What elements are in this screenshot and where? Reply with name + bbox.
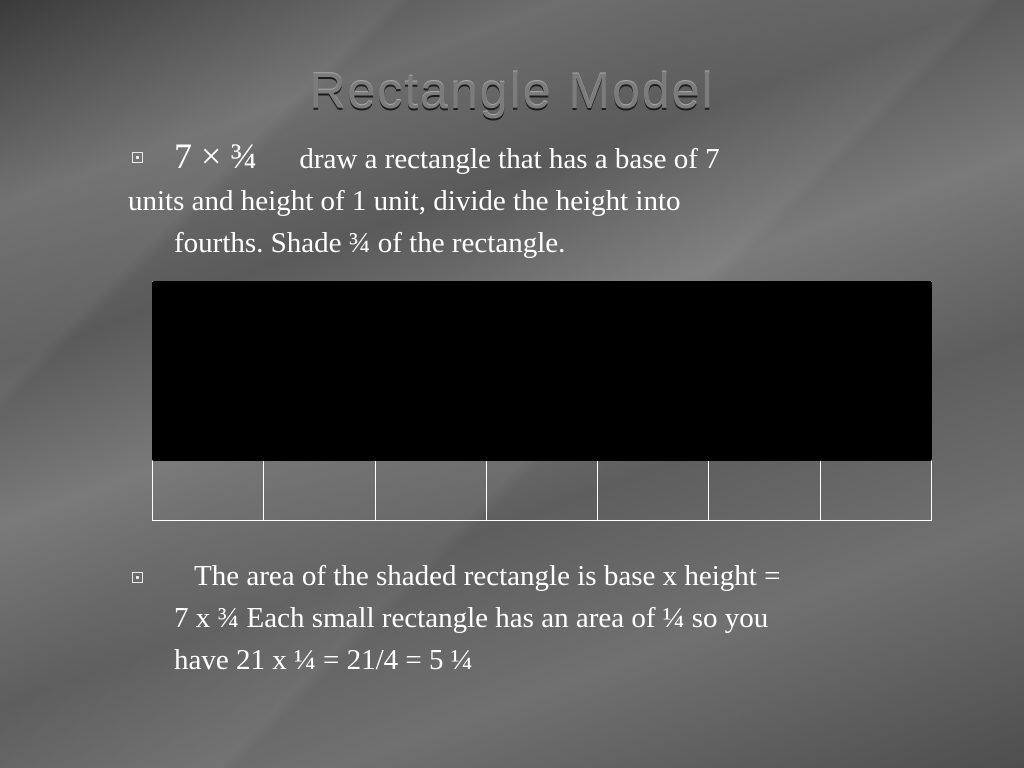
shaded-region <box>152 281 932 461</box>
bullet-2-line-2: 7 x ¾ Each small rectangle has an area of ¼ so you <box>174 602 769 634</box>
square-bullet-icon <box>132 572 143 583</box>
bullet-1-line-2: units and height of 1 unit, divide the height into <box>128 185 681 217</box>
slide-title: Rectangle Model <box>309 63 715 119</box>
bullet-paragraph-2 <box>128 555 958 681</box>
rectangle-model <box>152 281 932 521</box>
bullet-1-description: draw a rectangle that has a base of 7 <box>299 143 720 175</box>
bullet-paragraph-1 <box>128 135 888 264</box>
bullet-1-line-3: fourths. Shade ¾ of the rectangle. <box>174 227 566 259</box>
square-bullet-icon <box>132 152 143 163</box>
bullet-1-line-1 <box>128 135 888 180</box>
multiplication-expression: 7 × ¾ <box>174 136 258 176</box>
bullet-2-line-1: The area of the shaded rectangle is base x height = <box>194 560 781 592</box>
bullet-2-line-3: have 21 x ¼ = 21/4 = 5 ¼ <box>174 644 473 676</box>
